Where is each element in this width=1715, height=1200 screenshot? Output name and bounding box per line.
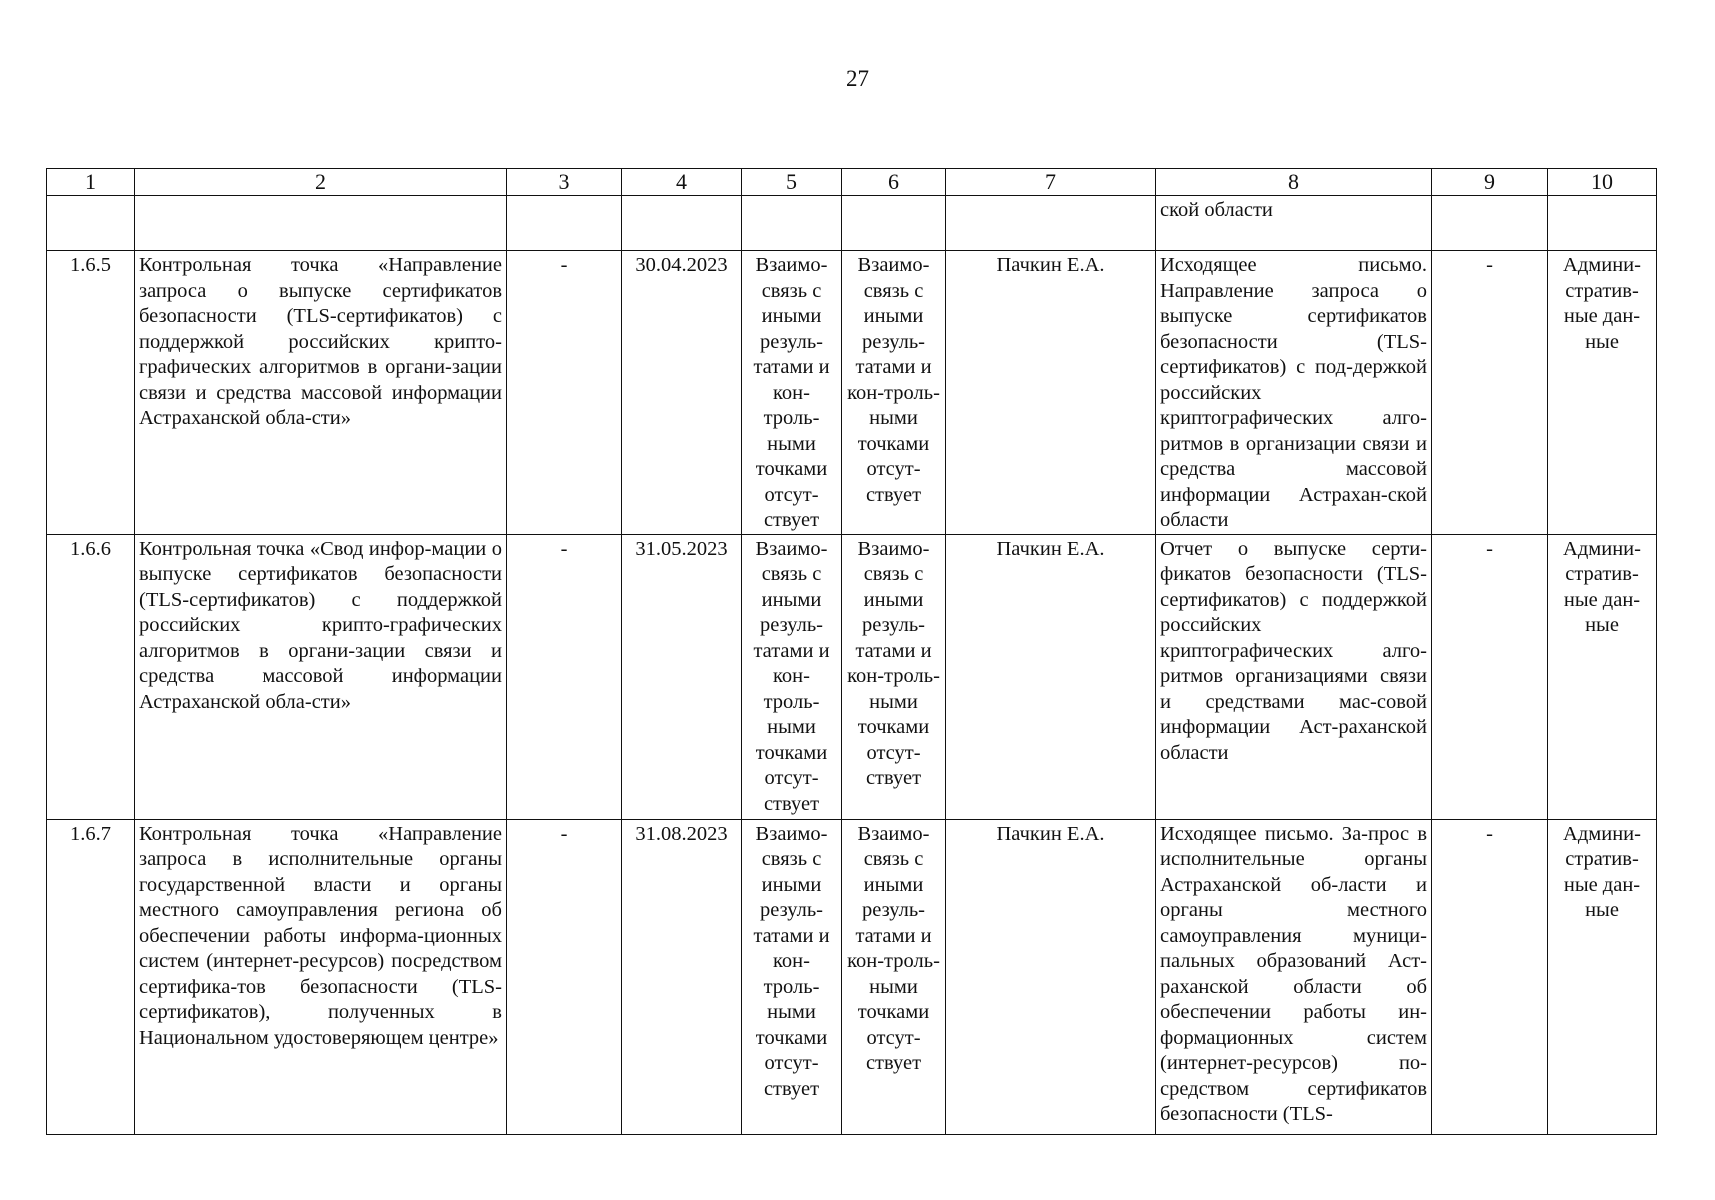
document-cell: Исходящее письмо. За-прос в исполнительные органы Астраханской об-ласти и органы местного самоуправления муници-пальных образований Аст-раханской области об обеспечении работы ин-формационных систем (интернет-ресурсов) по-средством сертификатов безопасности (TLS-: [1156, 819, 1432, 1134]
cell-empty: [842, 196, 946, 251]
relation-cell: Взаимо-связь с иными резуль-татами и кон-троль-ными точками отсут-ствует: [742, 251, 842, 535]
header-cell-8: 8: [1156, 169, 1432, 196]
col9-cell: -: [1432, 534, 1548, 819]
col3-cell: -: [507, 251, 622, 535]
row-number: 1.6.5: [47, 251, 135, 535]
cell-empty: [742, 196, 842, 251]
cell-empty: [47, 196, 135, 251]
row-number: 1.6.7: [47, 819, 135, 1134]
document-cell: Отчет о выпуске серти-фикатов безопасности (TLS-сертификатов) с поддержкой российских криптографических алго-ритмов организациями связи и средствами мас-совой информации Аст-раханской области: [1156, 534, 1432, 819]
header-cell-7: 7: [946, 169, 1156, 196]
page-number: 27: [846, 66, 869, 91]
header-cell-3: 3: [507, 169, 622, 196]
description-cell: Контрольная точка «Свод инфор-мации о выпуске сертификатов безопасности (TLS-сертификатов) с поддержкой российских крипто-графических алгоритмов в органи-зации связи и средства массовой информации Астраханской обла-сти»: [135, 534, 507, 819]
document-cell: Исходящее письмо. Направление запроса о выпуске сертификатов безопасности (TLS-сертификатов) с под-держкой российских криптографических алго-ритмов в организации связи и средства массовой информации Астрахан-ской области: [1156, 251, 1432, 535]
header-cell-9: 9: [1432, 169, 1548, 196]
header-cell-4: 4: [622, 169, 742, 196]
table-row: [47, 534, 1657, 819]
date-cell: 31.08.2023: [622, 819, 742, 1134]
table-row: [47, 819, 1657, 1134]
cell-empty: [1548, 196, 1657, 251]
col9-cell: -: [1432, 251, 1548, 535]
cell-empty: [135, 196, 507, 251]
data-source-cell: Админи-стратив-ные дан-ные: [1548, 534, 1657, 819]
relation-cell: Взаимо-связь с иными резуль-татами и кон-троль-ными точками отсут-ствует: [842, 819, 946, 1134]
header-cell-2: 2: [135, 169, 507, 196]
header-row: [47, 169, 1657, 196]
date-cell: 31.05.2023: [622, 534, 742, 819]
continuation-row: [47, 196, 1657, 251]
responsible-cell: Пачкин Е.А.: [946, 251, 1156, 535]
relation-cell: Взаимо-связь с иными резуль-татами и кон-троль-ными точками отсут-ствует: [842, 534, 946, 819]
row-number: 1.6.6: [47, 534, 135, 819]
col3-cell: -: [507, 534, 622, 819]
header-cell-6: 6: [842, 169, 946, 196]
data-source-cell: Админи-стратив-ные дан-ные: [1548, 819, 1657, 1134]
col3-cell: -: [507, 819, 622, 1134]
header-cell-1: 1: [47, 169, 135, 196]
relation-cell: Взаимо-связь с иными резуль-татами и кон-троль-ными точками отсут-ствует: [742, 819, 842, 1134]
description-cell: Контрольная точка «Направление запроса в исполнительные органы государственной власти и органы местного самоуправления региона об обеспечении работы информа-ционных систем (интернет-ресурсов) посредством сертифика-тов безопасности (TLS-сертификатов), полученных в Национальном удостоверяющем центре»: [135, 819, 507, 1134]
relation-cell: Взаимо-связь с иными резуль-татами и кон-троль-ными точками отсут-ствует: [842, 251, 946, 535]
cell-empty: [946, 196, 1156, 251]
responsible-cell: Пачкин Е.А.: [946, 819, 1156, 1134]
header-cell-5: 5: [742, 169, 842, 196]
responsible-cell: Пачкин Е.А.: [946, 534, 1156, 819]
description-cell: Контрольная точка «Направление запроса о выпуске сертификатов безопасности (TLS-сертификатов) с поддержкой российских крипто-графических алгоритмов в органи-зации связи и средства массовой информации Астраханской обла-сти»: [135, 251, 507, 535]
cell-empty: [507, 196, 622, 251]
cell-empty: [622, 196, 742, 251]
table-row: [47, 251, 1657, 535]
col9-cell: -: [1432, 819, 1548, 1134]
document-cell: ской области: [1156, 196, 1432, 251]
date-cell: 30.04.2023: [622, 251, 742, 535]
header-cell-10: 10: [1548, 169, 1657, 196]
cell-empty: [1432, 196, 1548, 251]
data-source-cell: Админи-стратив-ные дан-ные: [1548, 251, 1657, 535]
plan-table: [46, 168, 1657, 1135]
relation-cell: Взаимо-связь с иными резуль-татами и кон-троль-ными точками отсут-ствует: [742, 534, 842, 819]
